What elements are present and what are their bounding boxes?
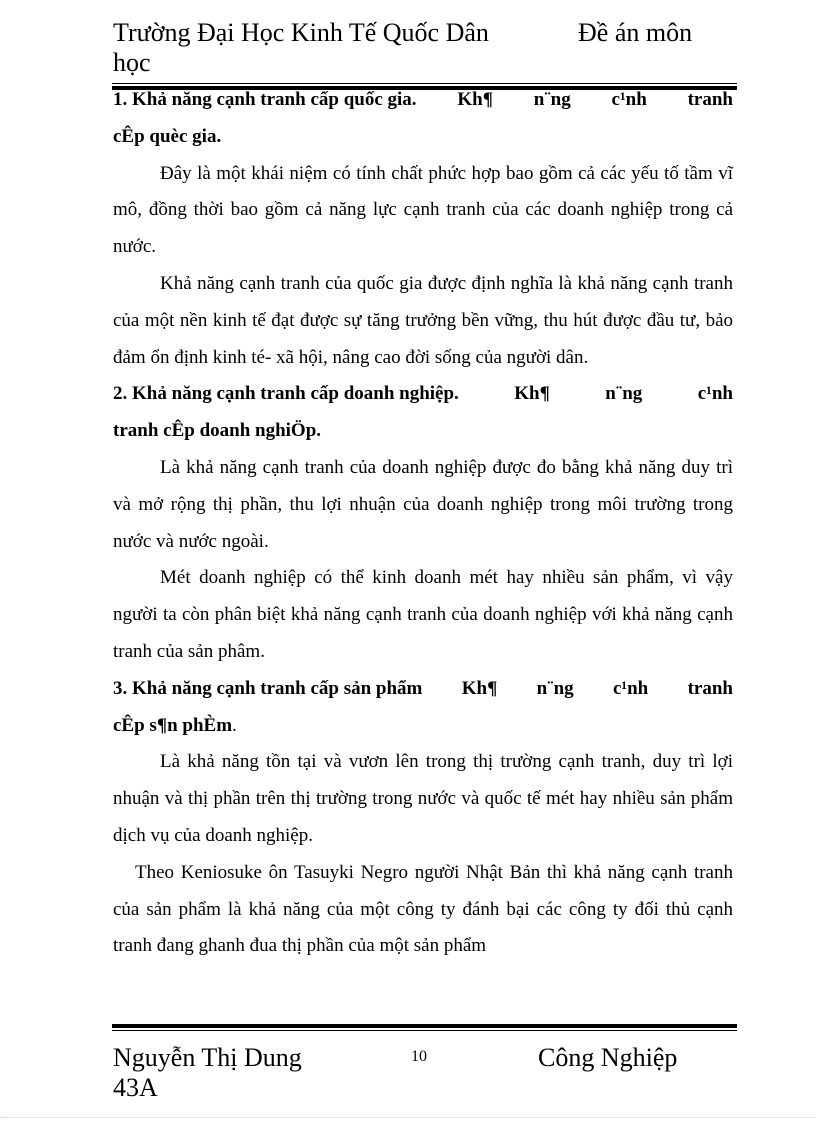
page-bottom-dotted-line: [0, 1117, 816, 1118]
section-3-garbled-line2-row: [113, 708, 733, 745]
section-1-heading: [113, 82, 733, 119]
section-2-garbled-a: Kh¶: [514, 383, 550, 405]
section-1-paragraph-1: Đây là một khái niệm có tính chất phức hợp bao gồm cả các yếu tố tầm vĩ mô, đồng thời bao gồm cả năng lực cạnh tranh của các doanh nghiệp trong cả nước.: [113, 162, 733, 258]
header-title: Đề án môn: [578, 18, 693, 47]
section-3-garbled-b: n¨ng: [536, 677, 574, 699]
page-number: 10: [411, 1048, 427, 1065]
footer-rule-thick: [112, 1024, 737, 1028]
footer-author-class: 43A: [113, 1073, 158, 1102]
header-school-line2: học: [113, 48, 151, 77]
section-3-garbled-line2-tail: .: [232, 714, 237, 736]
section-3-garbled-c: c¹nh: [612, 677, 649, 699]
header-school-line1: Trường Đại Học Kinh Tế Quốc Dân: [113, 18, 489, 47]
section-2-paragraph-1: Là khả năng cạnh tranh của doanh nghiệp được đo bằng khả năng duy trì và mở rộng thị phần, thu lợi nhuận của doanh nghiệp trong môi trường trong nước và nước ngoài.: [113, 456, 733, 552]
section-2-garbled-c: c¹nh: [697, 383, 733, 405]
section-3-garbled-d: tranh: [687, 677, 733, 699]
footer-department: Công Nghiệp: [538, 1043, 678, 1072]
section-2-garbled-b: n¨ng: [605, 383, 643, 405]
section-3-paragraph-2: Theo Keniosuke ôn Tasuyki Negro người Nhật Bản thì khả năng cạnh tranh của sản phẩm là khả năng của một công ty đánh bại các công ty đối thủ cạnh tranh đang ghanh đua thị phần của một sản phẩm: [113, 861, 733, 957]
section-1-paragraph-2: Khả năng cạnh tranh của quốc gia được định nghĩa là khả năng cạnh tranh của một nền kinh tế đạt được sự tăng trưởng bền vững, thu hút được đầu tư, bảo đảm ổn định kinh té- xã hội, nâng cao đời sống của người dân.: [113, 272, 733, 368]
section-1-garbled-c: c¹nh: [611, 89, 647, 110]
section-3-garbled-a: Kh¶: [461, 677, 498, 699]
footer-rule-thin: [112, 1030, 737, 1031]
footer-author-name: Nguyễn Thị Dung: [113, 1043, 302, 1072]
section-1-garbled-d: tranh: [687, 89, 733, 110]
section-3-garbled-line2: cÊp s¶n phÈm: [113, 714, 233, 736]
section-2-paragraph-2: Mét doanh nghiệp có thể kinh doanh mét hay nhiều sản phẩm, vì vậy người ta còn phân biệt khả năng cạnh tranh của doanh nghiệp với khả năng cạnh tranh của sản phâm.: [113, 567, 733, 662]
section-1-heading-text: 1. Khả năng cạnh tranh cấp quốc gia.: [113, 89, 417, 110]
document-body: [113, 82, 733, 965]
section-3-heading-text: 3. Khả năng cạnh tranh cấp sản phẩm: [113, 677, 423, 699]
section-3-heading: [113, 671, 733, 708]
section-1-garbled-line2: cÊp quèc gia.: [113, 125, 222, 147]
section-3-paragraph-1: Là khả năng tồn tại và vươn lên trong thị trường cạnh tranh, duy trì lợi nhuận và thị phần trên thị trường trong nước và quốc tế mét hay nhiều sản phẩm dịch vụ của doanh nghiệp.: [113, 751, 733, 846]
section-1-garbled-b: n¨ng: [533, 89, 571, 110]
section-1-garbled-a: Kh¶: [457, 89, 493, 110]
section-2-heading: [113, 376, 733, 413]
footer-author: [113, 1043, 302, 1103]
section-2-garbled-line2: tranh cÊp doanh nghiÖp.: [113, 420, 322, 442]
section-2-heading-text: 2. Khả năng cạnh tranh cấp doanh nghiệp.: [113, 383, 459, 405]
header-school: [113, 18, 533, 78]
